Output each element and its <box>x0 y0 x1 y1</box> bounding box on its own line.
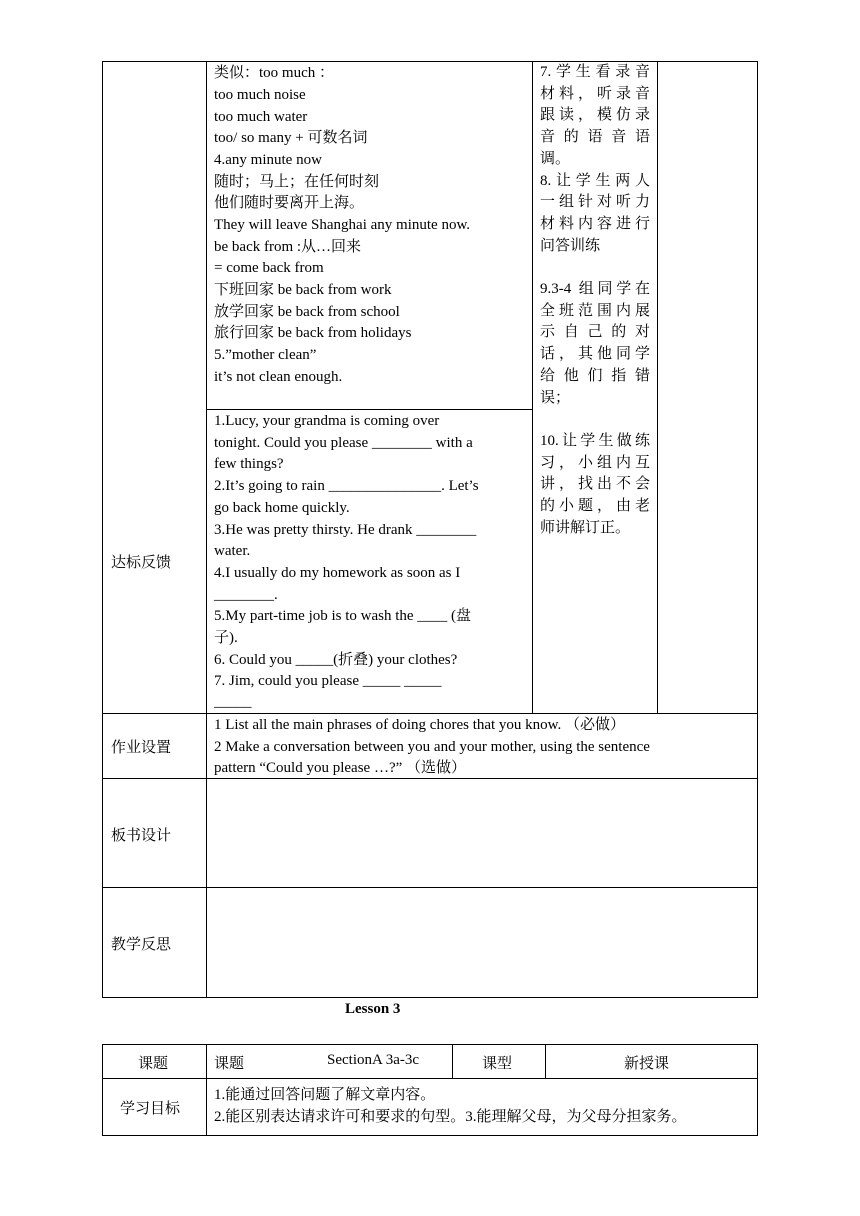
activity-line: 示 自 己 的 对 <box>540 324 650 341</box>
note-line: 5.”mother clean” <box>214 347 317 363</box>
homework-line: 1 List all the main phrases of doing chores that you know. （必做） <box>214 717 626 733</box>
activity-line: 给 他 们 指 错 <box>540 367 650 384</box>
exercise-line: 7. Jim, could you please _____ _____ <box>214 673 442 689</box>
exercise-line: 2.It’s going to rain _______________. Let’s <box>214 478 479 494</box>
exercise-line: tonight. Could you please ________ with a <box>214 435 473 451</box>
lesson-type-value: 新授课 <box>624 1056 670 1072</box>
feedback-label: 达标反馈 <box>111 555 172 571</box>
activity-line: 师讲解订正。 <box>540 519 631 536</box>
activity-line: 材料，听录音 <box>540 85 650 102</box>
homework-label: 作业设置 <box>111 740 172 756</box>
activity-line: 话，其他同学 <box>540 346 650 363</box>
activity-line: 7.学生看录音 <box>540 64 650 80</box>
learning-goal-line: 2.能区别表达请求许可和要求的句型。3.能理解父母，为父母分担家务。 <box>214 1109 687 1125</box>
activity-line: 10.让学生做练 <box>540 432 650 449</box>
topic-value: SectionA 3a-3c <box>327 1052 420 1068</box>
note-line: it’s not clean enough. <box>214 369 343 385</box>
exercise-line: ________. <box>214 587 278 603</box>
activities-cell <box>540 62 650 539</box>
topic-inner-label: 课题 <box>214 1056 245 1072</box>
exercise-line: 1.Lucy, your grandma is coming over <box>214 413 440 429</box>
activity-line: 材料内容进行 <box>540 215 650 232</box>
activity-line: 讲，找出不会 <box>540 476 650 493</box>
activity-line: 的小题，由老 <box>540 498 650 515</box>
exercise-line: 子). <box>214 630 238 646</box>
exercise-line: go back home quickly. <box>214 500 350 516</box>
lesson-type-label: 课型 <box>482 1056 513 1072</box>
activity-line: 跟读，模仿录 <box>540 107 650 124</box>
lesson-heading: Lesson 3 <box>345 1001 401 1017</box>
homework-line: pattern “Could you please …?” （选做） <box>214 760 467 776</box>
learning-goal-line: 1.能通过回答问题了解文章内容。 <box>214 1087 436 1103</box>
exercise-line: water. <box>214 543 251 559</box>
exercise-line: few things? <box>214 456 284 472</box>
board-design-label: 板书设计 <box>111 828 172 844</box>
activity-line: 误； <box>540 389 571 406</box>
note-line: 他们随时要离开上海。 <box>214 195 365 211</box>
activity-line: 8.让学生两人 <box>540 172 650 189</box>
note-line: 放学回家 be back from school <box>214 304 400 320</box>
activity-line: 问答训练 <box>540 237 601 254</box>
note-line: 4.any minute now <box>214 152 322 168</box>
exercise-line: _____ <box>214 694 252 710</box>
note-line: 类似：too much ： <box>214 65 334 81</box>
exercise-line: 5.My part-time job is to wash the ____ (盘 <box>214 608 472 624</box>
note-line: too/ so many + 可数名词 <box>214 130 368 146</box>
activity-line: 调。 <box>540 150 571 167</box>
note-line: be back from :从…回来 <box>214 239 362 255</box>
teaching-reflection-label: 教学反思 <box>111 937 172 953</box>
exercise-line: 6. Could you _____(折叠) your clothes? <box>214 652 458 668</box>
learning-goals-label: 学习目标 <box>120 1101 181 1117</box>
note-line: too much noise <box>214 87 306 103</box>
activity-line: 全班范围内展 <box>540 302 650 319</box>
activity-line: 习，小组内互 <box>540 454 650 471</box>
note-line: 随时；马上；在任何时刻 <box>214 174 380 190</box>
note-line: 旅行回家 be back from holidays <box>214 325 412 341</box>
homework-line: 2 Make a conversation between you and your mother, using the sentence <box>214 739 650 755</box>
note-line: 下班回家 be back from work <box>214 282 392 298</box>
topic-label: 课题 <box>138 1056 169 1072</box>
activity-line: 9.3-4 组同学在 <box>540 281 650 298</box>
note-line: = come back from <box>214 260 324 276</box>
activity-line: 音 的 语 音 语 <box>540 129 650 146</box>
note-line: They will leave Shanghai any minute now. <box>214 217 471 233</box>
exercise-line: 3.He was pretty thirsty. He drank ________ <box>214 522 477 538</box>
exercise-line: 4.I usually do my homework as soon as I <box>214 565 461 581</box>
note-line: too much water <box>214 109 308 125</box>
activity-line: 一组针对听力 <box>540 194 650 211</box>
